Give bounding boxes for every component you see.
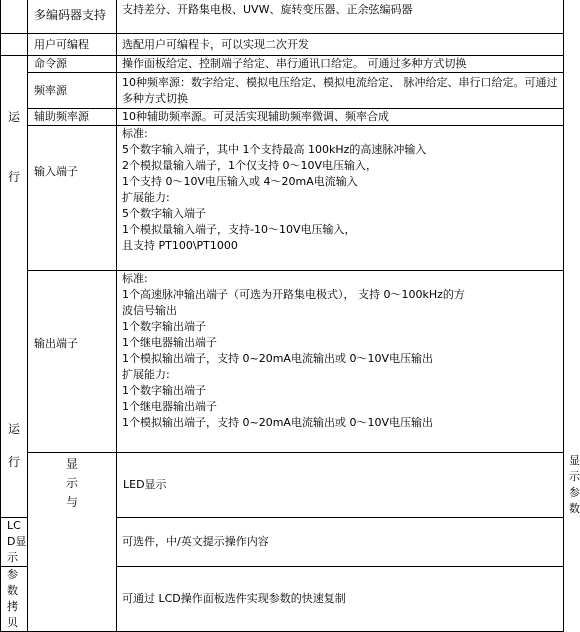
table-row: [1, 73, 564, 109]
category-run-char: 行: [7, 455, 20, 469]
value-aux-freq: 10种辅助频率源。可灵活实现辅助频率微调、频率合成: [117, 109, 564, 126]
category-run-bottom: [1, 420, 27, 472]
value-user-prog: 选配用户可编程卡，可以实现二次开发: [117, 34, 564, 56]
label-led: LED显示: [117, 453, 564, 518]
label-freq-source: 频率源: [28, 73, 117, 109]
table-row: [1, 56, 564, 73]
category-run-top: [1, 100, 27, 194]
value-cmd-source: 操作面板给定、控制端子给定、串行通讯口给定。 可通过多种方式切换: [117, 56, 564, 73]
output-line: 扩展能力:: [122, 368, 170, 381]
value-multi-encoder: 支持差分、开路集电极、UVW、旋转变压器、正余弦编码器: [117, 0, 564, 34]
category-display-char: 显: [65, 457, 78, 471]
category-run: [1, 56, 28, 518]
value-input-terminals: [117, 126, 564, 271]
value-param-copy: 可通过 LCD操作面板选件实现参数的快速复制: [117, 567, 564, 632]
table-row: [1, 109, 564, 126]
output-line: 1个继电器输出端子: [122, 336, 217, 349]
input-line: 且支持 PT100\PT1000: [122, 239, 238, 252]
input-line: 扩展能力:: [122, 191, 170, 204]
label-input-terminals: 输入端子: [28, 126, 117, 271]
category-display: [28, 453, 117, 632]
category-cell-empty: [1, 0, 28, 34]
label-lcd: LCD显示: [1, 518, 28, 567]
category-display-char: 示: [65, 476, 78, 490]
output-line: 波信号输出: [122, 304, 177, 317]
category-run-char: 运: [7, 422, 20, 436]
label-cmd-source: 命令源: [28, 56, 117, 73]
table-row: [1, 34, 564, 56]
output-line: 1个数字输出端子: [122, 384, 206, 397]
output-line: 1个高速脉冲输出端子（可选为开路集电极式）， 支持 0～100kHz的方: [122, 288, 465, 301]
table-row: 显 示 与 LED显示 显示参数: [1, 453, 564, 518]
label-output-terminals: 输出端子: [28, 271, 117, 453]
input-line: 1个模拟量输入端子，支持-10～10V电压输入，: [122, 223, 356, 236]
output-line: 1个模拟输出端子，支持 0~20mA电流输出或 0～10V电压输出: [122, 352, 433, 365]
output-line: 1个数字输出端子: [122, 320, 206, 333]
category-display-char: 与: [65, 495, 78, 509]
value-lcd: 可选件，中/英文提示操作内容: [117, 518, 564, 567]
output-line: 标准:: [122, 272, 148, 285]
value-output-terminals: [117, 271, 564, 453]
input-line: 2个模拟量输入端子，1个仅支持 0～10V电压输入，: [122, 159, 378, 172]
input-line: 1个支持 0～10V电压输入或 4～20mA电流输入: [122, 175, 358, 188]
input-line: 标准:: [122, 127, 148, 140]
value-freq-source: 10种频率源：数字给定、模拟电压给定、模拟电流给定、 脉冲给定、串行口给定。可通过多种方式切换: [117, 73, 564, 109]
label-param-copy: 参数拷贝: [1, 567, 28, 632]
category-run-char: 运: [7, 110, 20, 124]
table-row: [1, 271, 564, 453]
label-aux-freq: 辅助频率源: [28, 109, 117, 126]
input-line: 5个数字输入端子，其中 1个支持最高 100kHz的高速脉冲输入: [122, 143, 427, 156]
input-line: 5个数字输入端子: [122, 207, 206, 220]
output-line: 1个继电器输出端子: [122, 400, 217, 413]
table-row: [1, 126, 564, 271]
output-line: 1个模拟输出端子，支持 0~20mA电流输出或 0～10V电压输出: [122, 416, 433, 429]
label-multi-encoder: 多编码器支持: [28, 0, 117, 34]
category-run-char: 行: [7, 170, 20, 184]
category-cell-empty: [1, 34, 28, 56]
label-user-prog: 用户可编程: [28, 34, 117, 56]
table-row: [1, 0, 564, 34]
